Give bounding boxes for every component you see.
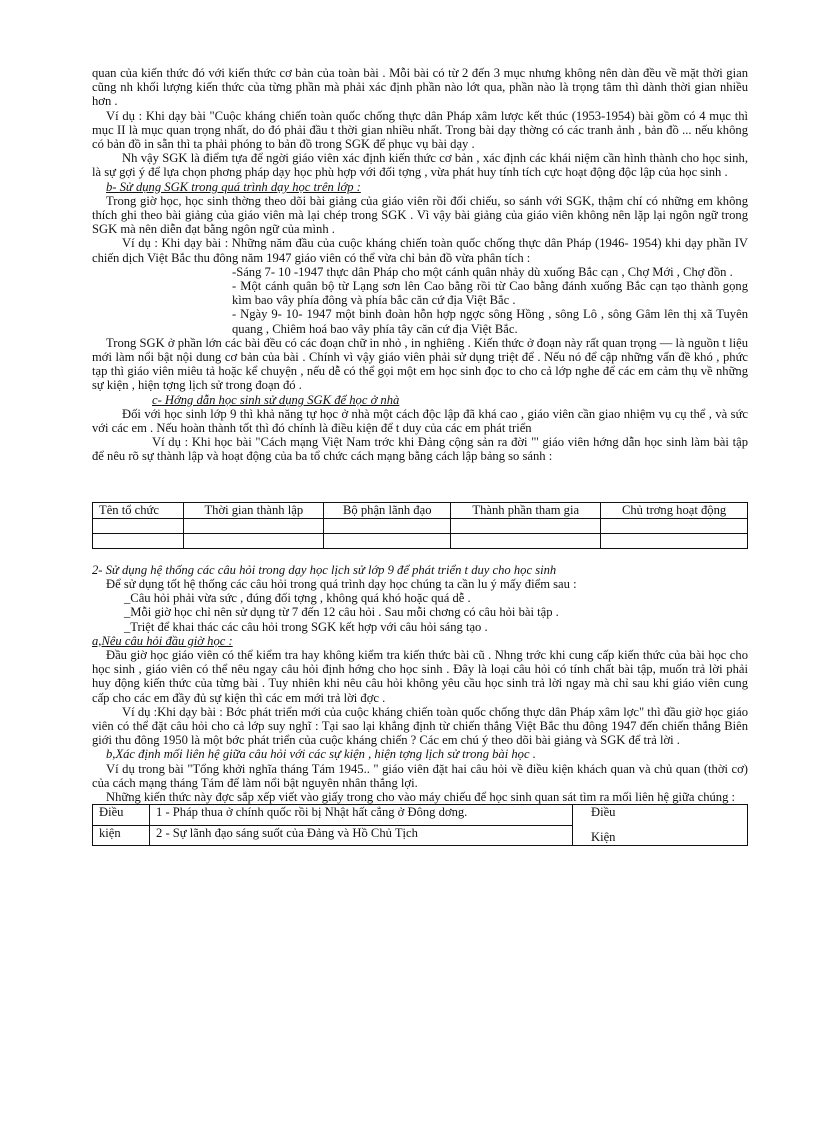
table-cell <box>601 533 748 548</box>
table-cell <box>184 533 324 548</box>
table-header-cell: Thời gian thành lập <box>184 502 324 518</box>
heading-a: a,Nêu câu hỏi đầu giờ học : <box>92 633 233 648</box>
table-row <box>93 533 748 548</box>
heading-b-2: b,Xác định mối liên hệ giữa câu hỏi với các sự kiện , hiện tợng lịch sử trong bài học . <box>106 747 536 762</box>
heading-section-2: 2- Sử dụng hệ thống các câu hỏi trong dạy học lịch sử lớp 9 để phát triển t duy cho học sinh <box>92 562 557 577</box>
table-cell-row-2: 2 - Sự lãnh đạo sáng suốt của Đảng và Hồ Chủ Tịch <box>150 825 573 846</box>
table-cell-left-bottom: kiện <box>93 825 150 846</box>
heading-c: c- Hớng dẫn học sinh sử dụng SGK để học ở nhà <box>152 392 400 407</box>
table-cell-left-top: Điều <box>93 805 150 826</box>
document-page <box>92 66 748 846</box>
table-cell <box>451 518 601 533</box>
table-cell <box>451 533 601 548</box>
table-cell <box>184 518 324 533</box>
table-cell <box>93 518 184 533</box>
list-item: _Câu hỏi phải vừa sức , đúng đối tợng , không quá khó hoặc quá dễ . <box>124 591 471 606</box>
comparison-table <box>92 502 748 549</box>
table-cell-right-bottom: Kiện <box>591 830 616 845</box>
paragraph-bullet-2: - Một cánh quân bộ từ Lạng sơn lên Cao bằng rồi từ Cao bằng đánh xuống Bắc cạn tạo thành gọng kìm bao vây phía đông và phía bắc căn cứ địa Việt Bắc . <box>232 279 748 308</box>
table-cell <box>324 518 451 533</box>
paragraph-b-1: Ví dụ trong bài "Tổng khởi nghĩa tháng Tám 1945.. " giáo viên đặt hai câu hỏi về điều kiện khách quan và chủ quan (thời cơ) của cách mạng tháng Tám để làm nổi bật nguyên nhân thắng lợi. <box>92 761 748 790</box>
paragraph-bullet-1: -Sáng 7- 10 -1947 thực dân Pháp cho một cánh quân nhảy dù xuống Bắc cạn , Chợ Mới , Chợ đồn . <box>232 264 733 279</box>
paragraph-a-2: Ví dụ :Khi dạy bài : Bớc phát triển mới của cuộc kháng chiến toàn quốc chống thực dân Pháp xâm lợc" thì đầu giờ học giáo viên có thể đặt câu hỏi cho cả lớp suy nghĩ : Tại sao lại khẳng định từ chiến thắng Việt Bắc thu đông 1947 đến chiến thắng Biên giới thu đông 1950 là một bớc phát triển của cuộc kháng chiến ? Các em chú ý theo dõi bài giảng và SGK để trả lời . <box>92 704 748 748</box>
paragraph-intro: quan của kiến thức đó với kiến thức cơ bản của toàn bài . Mỗi bài có từ 2 đến 3 mục nhưng không nên dàn đều về mặt thời gian cũng nh khối lượng kiến thức của từng phần mà phải xác định phần nào lớt qua, phần nào là trọng tâm thì dành thời gian nhiều hơn . <box>92 66 748 109</box>
table-cell <box>324 533 451 548</box>
paragraph-section-2-intro: Để sử dụng tốt hệ thống các câu hỏi trong quá trình dạy học chúng ta cần lu ý mấy điểm sau : <box>106 576 577 591</box>
table-cell <box>93 533 184 548</box>
list-item: _Mỗi giờ học chỉ nên sử dụng từ 7 đến 12 câu hỏi . Sau mỗi chơng có câu hỏi bài tập . <box>124 605 559 620</box>
table-row <box>93 518 748 533</box>
paragraph-lesson: Trong giờ học, học sinh thờng theo dõi bài giảng của giáo viên rồi đối chiếu, so sánh với SGK, thậm chí có những em không thích ghi theo bài giảng của giáo viên mà lại chép trong SGK . Vì vậy bài giảng của giáo viên không nên lặp lại ngôn ngữ trong SGK mà nên diễn đạt bằng ngôn ngữ của mình . <box>92 193 748 237</box>
paragraph-b-2: Những kiến thức này đợc sắp xếp viết vào giấy trong cho vào máy chiếu để học sinh quan sát tìm ra mối liên hệ giữa chúng : <box>106 789 736 804</box>
paragraph-bullet-3: - Ngày 9- 10- 1947 một binh đoàn hỗn hợp ngợc sông Hồng , sông Lô , sông Gâm lên thị xã Tuyên quang , Chiêm hoá bao vây phía tây căn cứ địa Việt Bắc. <box>232 307 748 336</box>
table-cell <box>601 518 748 533</box>
paragraph-example-3: Ví dụ : Khi học bài "Cách mạng Việt Nam trớc khi Đảng cộng sản ra đời "' giáo viên hớng dẫn học sinh làm bài tập để nêu rõ sự thành lập và hoạt động của ba tổ chức cách mạng bằng cách lập bảng so sánh : <box>92 435 748 464</box>
table-header-cell: Tên tổ chức <box>93 502 184 518</box>
table-row <box>93 805 748 826</box>
table-header-cell: Chủ trơng hoạt động <box>601 502 748 518</box>
table-header-row <box>93 502 748 518</box>
table-cell-right <box>573 805 748 846</box>
list-item: _Triệt để khai thác các câu hỏi trong SGK kết hợp với câu hỏi sáng tạo . <box>124 619 488 634</box>
paragraph-homework: Đối với học sinh lớp 9 thì khả năng tự học ở nhà một cách độc lập đã khá cao , giáo viên cần giao nhiệm vụ cụ thể , và sức với các em . Nếu hoàn thành tốt thì đó chính là điều kiện để t duy của các em phát triển <box>92 406 748 436</box>
table-cell-right-top: Điều <box>591 805 616 820</box>
table-header-cell: Bộ phận lãnh đạo <box>324 502 451 518</box>
paragraph-a-1: Đầu giờ học giáo viên có thể kiểm tra hay không kiểm tra kiến thức bài cũ . Nhng trớc khi cung cấp kiến thức của bài học cho học sinh , giáo viên có thể nêu ngay câu hỏi định hớng cho học sinh . Đây là loại câu hỏi có tính chất bài tập, muốn trả lời phải huy động kiến thức của từng bài . Tuy nhiên khi nêu câu hỏi không yêu cầu học sinh trả lời ngay mà chỉ sau khi giáo viên cung cấp cho các em đầy đủ sự kiện thì các em mới trả lời đợc . <box>92 647 748 705</box>
table-cell-row-1: 1 - Pháp thua ở chính quốc rồi bị Nhật hất cẳng ở Đông dơng. <box>150 805 573 826</box>
paragraph-example-2: Ví dụ : Khi dạy bài : Những năm đầu của cuộc kháng chiến toàn quốc chống thực dân Pháp (1946- 1954) khi dạy phần IV chiến dịch Việt Bắc thu đông năm 1947 giáo viên có thể vừa chỉ bản đồ vừa phân tích : <box>92 236 748 265</box>
paragraph-small-print: Trong SGK ở phần lớn các bài đều có các đoạn chữ in nhỏ , in nghiêng . Kiến thức ở đoạn này rất quan trọng — là nguồn t liệu mới làm nổi bật nội dung cơ bản của bài . Chính vì vậy giáo viên phải sử dụng triệt để . Nếu nó để cập những vấn đề khó , phức tạp thì giáo viên miêu tả hoặc kể chuyện , nếu dễ có thể gọi một em học sinh đọc to cho cả lớp nghe để các em cảm thụ về những sự kiện , hiện tợng lịch sử trong đoạn đó . <box>92 335 748 393</box>
conditions-table <box>92 804 748 846</box>
heading-b: b- Sử dụng SGK trong quá trình dạy học trên lớp : <box>106 179 361 194</box>
paragraph-example-1: Ví dụ : Khi dạy bài "Cuộc kháng chiến toàn quốc chống thực dân Pháp xâm lược kết thúc (1953-1954) bài gồm có 4 mục thì mục II là mục quan trọng nhất, do đó phải đầu t thời gian nhiều nhất. Trong bài dạy thờng có các tranh ảnh , bản đồ ... nếu không có bản đồ in sẵn thì ta phải phóng to bản đồ trong SGK để phục vụ bài dạy . <box>92 108 748 152</box>
table-header-cell: Thành phần tham gia <box>451 502 601 518</box>
paragraph-summary: Nh vậy SGK là điểm tựa để ngời giáo viên xác định kiến thức cơ bản , xác định các khái niệm cần hình thành cho học sinh, là sự gợi ý để lựa chọn phơng pháp dạy học phù hợp với đối tợng , vừa phát huy tính tích cực hoạt động độc lập của học sinh . <box>92 151 748 180</box>
